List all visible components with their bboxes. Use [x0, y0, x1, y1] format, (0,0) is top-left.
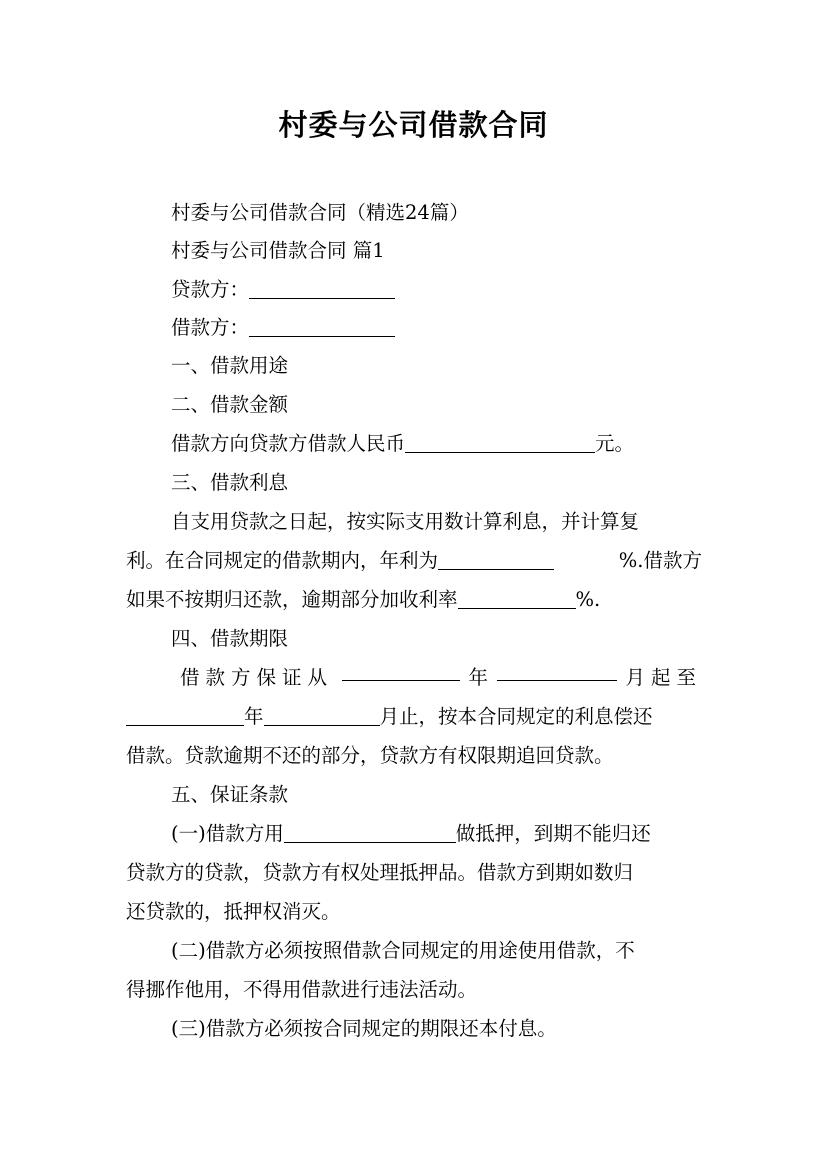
section-3-line-2-b: %.借款方 [618, 549, 702, 572]
section-4-line-1-c: 月起至 [625, 666, 702, 689]
section-5-p1-line-1-a: (一)借款方用 [171, 822, 284, 845]
section-3-heading: 三、借款利息 [171, 471, 289, 494]
section-5-p3-line-1: (三)借款方必须按合同规定的期限还本付息。 [171, 1017, 557, 1040]
section-3-line-2-a [126, 541, 554, 580]
section-4-line-2-b: 月止，按本合同规定的利息偿还 [379, 705, 653, 728]
section-5-p1-line-2: 贷款方的贷款，贷款方有权处理抵押品。借款方到期如数归 [126, 861, 634, 884]
penalty-rate-blank [458, 586, 576, 609]
section-2-text-a: 借款方向贷款方借款人民币 [171, 432, 406, 455]
end-year-blank [126, 703, 244, 726]
section-4-heading: 四、借款期限 [171, 627, 289, 650]
borrower-blank [249, 314, 395, 337]
start-year-blank [342, 658, 460, 681]
section-2-text [171, 424, 751, 463]
chapter-heading: 村委与公司借款合同 篇1 [171, 239, 385, 262]
section-5-p1-line-3: 还贷款的，抵押权消灭。 [126, 900, 341, 923]
section-3-line-1: 自支用贷款之日起，按实际支用数计算利息，并计算复 [171, 510, 640, 533]
section-4-line-2-a: 年 [244, 705, 264, 728]
section-2-heading: 二、借款金额 [171, 393, 289, 416]
document-subtitle: 村委与公司借款合同（精选24篇） [171, 201, 469, 224]
borrower-line [171, 308, 751, 347]
section-5-p1-line-1-b: 做抵押，到期不能归还 [455, 822, 651, 845]
section-4-line-2 [126, 697, 706, 736]
collateral-blank [284, 820, 456, 843]
section-4-line-1 [180, 658, 702, 697]
interest-rate-text: 利。在合同规定的借款期内，年利为 [126, 549, 439, 572]
section-3-line-3-b: %. [575, 588, 601, 611]
amount-blank [405, 430, 595, 453]
interest-rate-blank [438, 547, 554, 570]
lender-label: 贷款方： [171, 278, 250, 301]
start-month-blank [497, 658, 617, 681]
end-month-blank [264, 703, 380, 726]
section-3-line-2 [126, 541, 702, 580]
section-3-line-3-a: 如果不按期归还款，逾期部分加收利率 [126, 588, 458, 611]
section-4-line-1-b: 年 [468, 666, 488, 689]
section-3-line-3 [126, 580, 706, 619]
section-4-line-1-a: 借款方保证从 [180, 666, 334, 689]
lender-line [171, 270, 751, 309]
lender-blank [249, 276, 395, 299]
borrower-label: 借款方： [171, 316, 250, 339]
section-5-p2-line-2: 得挪作他用，不得用借款进行违法活动。 [126, 978, 478, 1001]
section-4-line-3: 借款。贷款逾期不还的部分，贷款方有权限期追回贷款。 [126, 744, 614, 767]
section-5-p1-line-1 [171, 814, 751, 853]
section-5-heading: 五、保证条款 [171, 783, 289, 806]
section-5-p2-line-1: (二)借款方必须按照借款合同规定的用途使用借款，不 [171, 939, 635, 962]
section-2-text-b: 元。 [595, 432, 635, 455]
document-title: 村委与公司借款合同 [278, 108, 549, 142]
section-1-heading: 一、借款用途 [171, 354, 289, 377]
